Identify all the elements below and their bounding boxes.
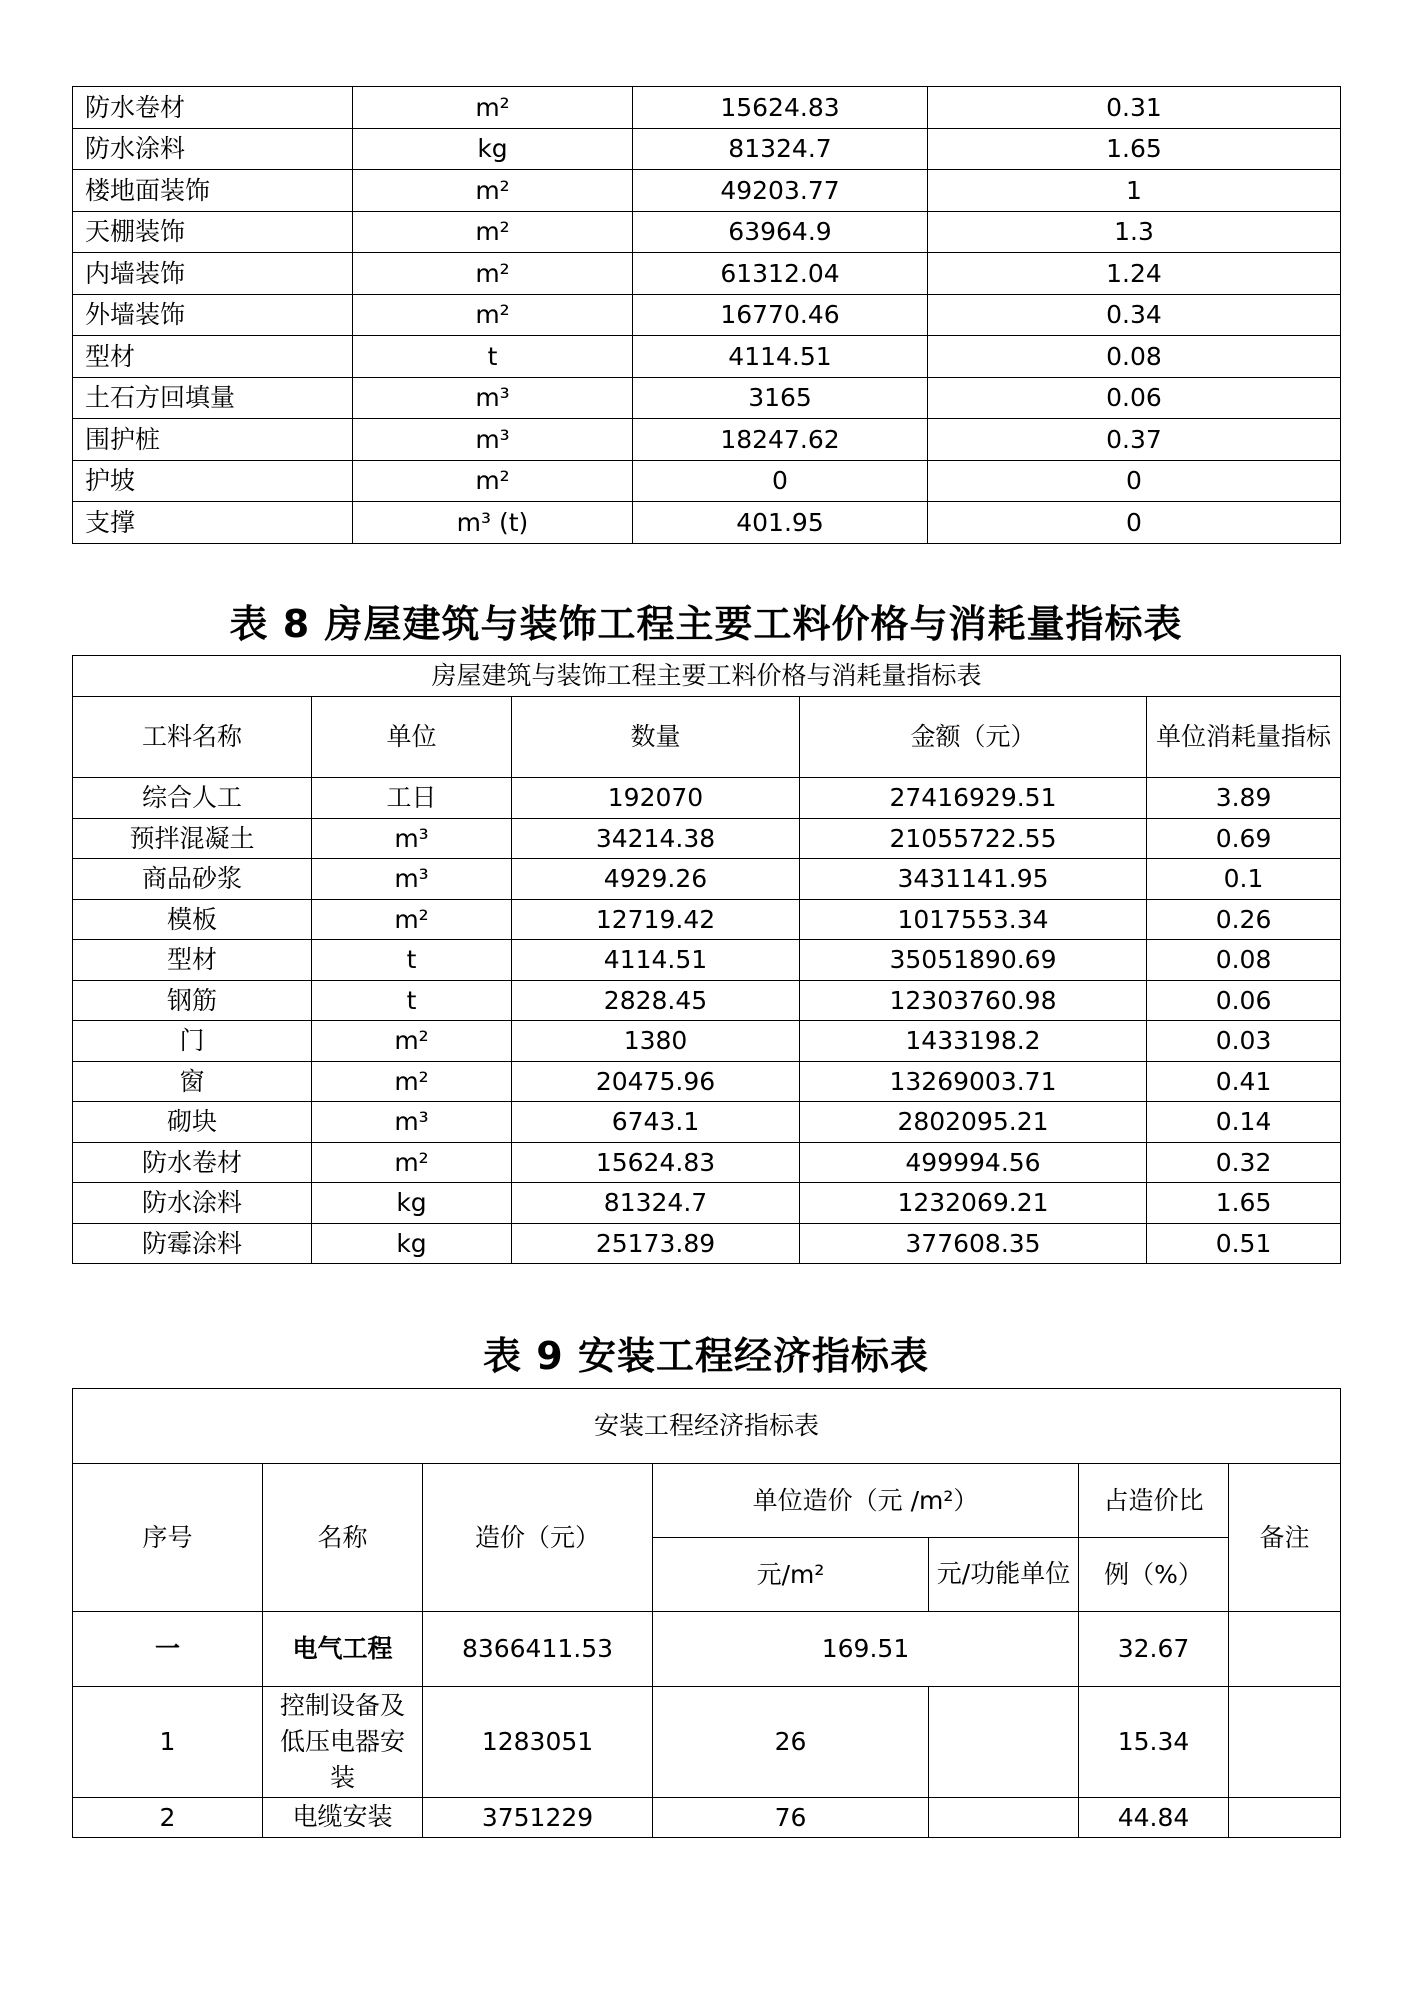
per-m2-cell: 76 — [653, 1798, 929, 1838]
quantity-cell: 4114.51 — [633, 336, 928, 378]
quantity-cell: 2828.45 — [512, 980, 800, 1021]
index-cell: 0.51 — [1147, 1223, 1341, 1264]
material-name-cell: 砌块 — [73, 1102, 312, 1143]
table-row — [73, 211, 1341, 253]
table9-title: 表 9 安装工程经济指标表 — [483, 1334, 929, 1378]
index-cell: 0.06 — [928, 377, 1341, 419]
table-row — [73, 419, 1341, 461]
index-cell: 0 — [928, 460, 1341, 502]
per-func-cell — [929, 1798, 1079, 1838]
table-row — [73, 253, 1341, 295]
cost-cell: 1283051 — [423, 1687, 653, 1798]
quantity-cell: 81324.7 — [633, 128, 928, 170]
amount-cell: 2802095.21 — [800, 1102, 1147, 1143]
index-cell: 0.14 — [1147, 1102, 1341, 1143]
table-row — [73, 377, 1341, 419]
table9-col-ratio-line2: 例（%） — [1079, 1538, 1229, 1612]
table-row — [73, 1142, 1341, 1183]
quantity-cell: 192070 — [512, 778, 800, 819]
unit-cell: kg — [312, 1223, 512, 1264]
table-row — [73, 940, 1341, 981]
amount-cell: 499994.56 — [800, 1142, 1147, 1183]
material-name-cell: 楼地面装饰 — [73, 170, 353, 212]
material-name-cell: 外墙装饰 — [73, 294, 353, 336]
material-name-cell: 防水卷材 — [73, 87, 353, 129]
unit-cell: 工日 — [312, 778, 512, 819]
top-indicator-table — [72, 86, 1341, 544]
index-cell: 3.89 — [1147, 778, 1341, 819]
table-row — [73, 502, 1341, 544]
index-cell: 0.26 — [1147, 899, 1341, 940]
quantity-cell: 34214.38 — [512, 818, 800, 859]
index-cell: 0 — [928, 502, 1341, 544]
table-row — [73, 1223, 1341, 1264]
material-name-cell: 模板 — [73, 899, 312, 940]
table-row — [73, 859, 1341, 900]
per-func-cell — [929, 1687, 1079, 1798]
table-row — [73, 818, 1341, 859]
quantity-cell: 61312.04 — [633, 253, 928, 295]
index-cell: 1 — [928, 170, 1341, 212]
material-name-cell: 土石方回填量 — [73, 377, 353, 419]
quantity-cell: 4114.51 — [512, 940, 800, 981]
quantity-cell: 18247.62 — [633, 419, 928, 461]
index-cell: 0.34 — [928, 294, 1341, 336]
quantity-cell: 401.95 — [633, 502, 928, 544]
table-row — [73, 128, 1341, 170]
table-row — [73, 899, 1341, 940]
index-cell: 1.24 — [928, 253, 1341, 295]
unit-cell: m³ (t) — [353, 502, 633, 544]
table8-col-name: 工料名称 — [73, 697, 312, 778]
amount-cell: 12303760.98 — [800, 980, 1147, 1021]
quantity-cell: 81324.7 — [512, 1183, 800, 1224]
table-row — [73, 980, 1341, 1021]
unit-cell: kg — [353, 128, 633, 170]
amount-cell: 3431141.95 — [800, 859, 1147, 900]
index-cell: 0.69 — [1147, 818, 1341, 859]
table-row — [73, 778, 1341, 819]
material-name-cell: 窗 — [73, 1061, 312, 1102]
index-cell: 1.3 — [928, 211, 1341, 253]
table-row — [73, 170, 1341, 212]
cost-cell: 3751229 — [423, 1798, 653, 1838]
table-row — [73, 1612, 1341, 1687]
quantity-cell: 12719.42 — [512, 899, 800, 940]
name-cell: 电气工程 — [263, 1612, 423, 1687]
unit-cell: m² — [353, 294, 633, 336]
table9-col-name: 名称 — [263, 1464, 423, 1612]
name-cell: 控制设备及低压电器安装 — [263, 1687, 423, 1798]
material-name-cell: 型材 — [73, 940, 312, 981]
index-cell: 0.08 — [928, 336, 1341, 378]
material-name-cell: 防水涂料 — [73, 128, 353, 170]
table8-col-amount: 金额（元） — [800, 697, 1147, 778]
index-cell: 1.65 — [1147, 1183, 1341, 1224]
material-name-cell: 内墙装饰 — [73, 253, 353, 295]
unit-cell: m² — [312, 1021, 512, 1062]
material-name-cell: 钢筋 — [73, 980, 312, 1021]
ratio-cell: 15.34 — [1079, 1687, 1229, 1798]
index-cell: 0.31 — [928, 87, 1341, 129]
unit-cell: t — [312, 940, 512, 981]
unit-cell: t — [353, 336, 633, 378]
per-m2-cell: 26 — [653, 1687, 929, 1798]
material-name-cell: 型材 — [73, 336, 353, 378]
table9-col-note: 备注 — [1229, 1464, 1341, 1612]
amount-cell: 35051890.69 — [800, 940, 1147, 981]
unit-cell: m³ — [312, 859, 512, 900]
unit-cell: m³ — [353, 419, 633, 461]
quantity-cell: 4929.26 — [512, 859, 800, 900]
table-row — [73, 294, 1341, 336]
table-row — [73, 460, 1341, 502]
amount-cell: 1433198.2 — [800, 1021, 1147, 1062]
material-name-cell: 防水卷材 — [73, 1142, 312, 1183]
seq-cell: 一 — [73, 1612, 263, 1687]
note-cell — [1229, 1687, 1341, 1798]
table9-col-ratio-line1: 占造价比 — [1079, 1464, 1229, 1538]
unit-cell: t — [312, 980, 512, 1021]
amount-cell: 1232069.21 — [800, 1183, 1147, 1224]
quantity-cell: 49203.77 — [633, 170, 928, 212]
table-row — [73, 1798, 1341, 1838]
table9-col-cost: 造价（元） — [423, 1464, 653, 1612]
quantity-cell: 15624.83 — [633, 87, 928, 129]
table9-caption: 安装工程经济指标表 — [73, 1389, 1341, 1464]
quantity-cell: 6743.1 — [512, 1102, 800, 1143]
seq-cell: 2 — [73, 1798, 263, 1838]
unit-cell: m² — [353, 460, 633, 502]
table8 — [72, 655, 1341, 1264]
table9 — [72, 1388, 1341, 1838]
material-name-cell: 综合人工 — [73, 778, 312, 819]
table-row — [73, 1183, 1341, 1224]
table8-title: 表 8 房屋建筑与装饰工程主要工料价格与消耗量指标表 — [229, 602, 1183, 646]
index-cell: 0.41 — [1147, 1061, 1341, 1102]
material-name-cell: 支撑 — [73, 502, 353, 544]
table9-col-seq: 序号 — [73, 1464, 263, 1612]
material-name-cell: 护坡 — [73, 460, 353, 502]
table8-col-qty: 数量 — [512, 697, 800, 778]
name-cell: 电缆安装 — [263, 1798, 423, 1838]
quantity-cell: 25173.89 — [512, 1223, 800, 1264]
index-cell: 0.1 — [1147, 859, 1341, 900]
unit-cell: m² — [353, 170, 633, 212]
ratio-cell: 44.84 — [1079, 1798, 1229, 1838]
unit-cell: m³ — [312, 818, 512, 859]
material-name-cell: 预拌混凝土 — [73, 818, 312, 859]
unit-cell: m² — [312, 1061, 512, 1102]
quantity-cell: 0 — [633, 460, 928, 502]
index-cell: 1.65 — [928, 128, 1341, 170]
unit-cell: m³ — [312, 1102, 512, 1143]
amount-cell: 13269003.71 — [800, 1061, 1147, 1102]
table8-caption: 房屋建筑与装饰工程主要工料价格与消耗量指标表 — [73, 656, 1341, 697]
unit-cell: m² — [312, 1142, 512, 1183]
unit-cell: m² — [353, 253, 633, 295]
amount-cell: 377608.35 — [800, 1223, 1147, 1264]
table-row — [73, 87, 1341, 129]
amount-cell: 1017553.34 — [800, 899, 1147, 940]
table8-col-index: 单位消耗量指标 — [1147, 697, 1341, 778]
cost-cell: 8366411.53 — [423, 1612, 653, 1687]
material-name-cell: 门 — [73, 1021, 312, 1062]
amount-cell: 27416929.51 — [800, 778, 1147, 819]
table9-col-unit-cost: 单位造价（元 /m²） — [653, 1464, 1079, 1538]
index-cell: 0.32 — [1147, 1142, 1341, 1183]
quantity-cell: 16770.46 — [633, 294, 928, 336]
table9-col-per-func: 元/功能单位 — [929, 1538, 1079, 1612]
unit-cell: m³ — [353, 377, 633, 419]
table9-col-per-m2: 元/m² — [653, 1538, 929, 1612]
unit-cell: kg — [312, 1183, 512, 1224]
material-name-cell: 围护桩 — [73, 419, 353, 461]
material-name-cell: 天棚装饰 — [73, 211, 353, 253]
quantity-cell: 63964.9 — [633, 211, 928, 253]
quantity-cell: 20475.96 — [512, 1061, 800, 1102]
table-row — [73, 336, 1341, 378]
unit-cell: m² — [353, 211, 633, 253]
note-cell — [1229, 1612, 1341, 1687]
table-row — [73, 1102, 1341, 1143]
material-name-cell: 防霉涂料 — [73, 1223, 312, 1264]
quantity-cell: 3165 — [633, 377, 928, 419]
unit-cell: m² — [353, 87, 633, 129]
unit-cell: m² — [312, 899, 512, 940]
amount-cell: 21055722.55 — [800, 818, 1147, 859]
quantity-cell: 1380 — [512, 1021, 800, 1062]
index-cell: 0.03 — [1147, 1021, 1341, 1062]
material-name-cell: 防水涂料 — [73, 1183, 312, 1224]
quantity-cell: 15624.83 — [512, 1142, 800, 1183]
note-cell — [1229, 1798, 1341, 1838]
index-cell: 0.37 — [928, 419, 1341, 461]
table-row — [73, 1687, 1341, 1798]
unit-cost-cell: 169.51 — [653, 1612, 1079, 1687]
table-row — [73, 1021, 1341, 1062]
seq-cell: 1 — [73, 1687, 263, 1798]
index-cell: 0.06 — [1147, 980, 1341, 1021]
material-name-cell: 商品砂浆 — [73, 859, 312, 900]
ratio-cell: 32.67 — [1079, 1612, 1229, 1687]
table-row — [73, 1061, 1341, 1102]
index-cell: 0.08 — [1147, 940, 1341, 981]
table8-col-unit: 单位 — [312, 697, 512, 778]
